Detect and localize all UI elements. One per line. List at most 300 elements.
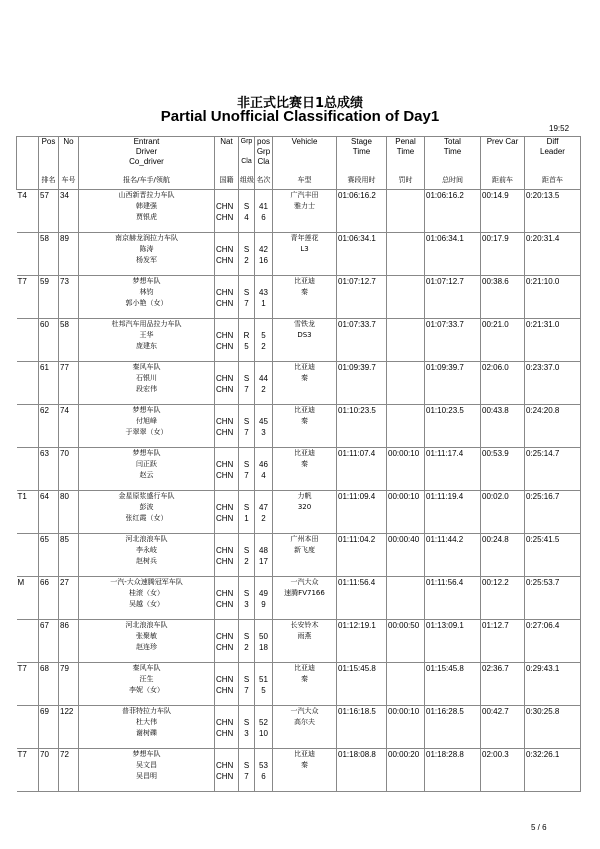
row-pos-pos: 60 xyxy=(40,320,49,329)
row-total-time-total: 01:10:23.5 xyxy=(426,406,464,415)
row-entrant-codriver: 吴昌明 xyxy=(136,772,157,780)
row-pos-grp-cla-pos-grp: 52 xyxy=(259,718,268,727)
results-body xyxy=(17,190,581,792)
table-row xyxy=(17,319,581,362)
row-diff-leader xyxy=(525,534,581,577)
page-title-en: Partial Unofficial Classification of Day1 xyxy=(160,108,440,125)
row-tag xyxy=(17,663,39,706)
row-grp-cla xyxy=(239,663,255,706)
row-entrant xyxy=(79,233,215,276)
row-pos-grp-cla xyxy=(255,190,273,233)
row-entrant-team: 秦风车队 xyxy=(132,664,161,672)
print-time: 19:52 xyxy=(549,124,570,133)
row-entrant-driver: 李永岐 xyxy=(136,546,157,554)
row-penal-time xyxy=(387,620,425,663)
row-no xyxy=(59,534,79,577)
row-pos-pos: 63 xyxy=(40,449,49,458)
row-nat xyxy=(215,706,239,749)
row-no xyxy=(59,749,79,792)
row-pos-grp-cla-pos-cla: 2 xyxy=(261,342,266,351)
row-diff-leader-diff: 0:25:53.7 xyxy=(526,578,560,587)
row-entrant-codriver: 赵树兵 xyxy=(136,557,157,565)
row-diff-leader-diff: 0:21:31.0 xyxy=(526,320,560,329)
table-row xyxy=(17,233,581,276)
row-penal-time xyxy=(387,276,425,319)
row-nat-nat2: CHN xyxy=(216,729,234,738)
row-pos-grp-cla-pos-cla: 2 xyxy=(261,514,266,523)
row-pos xyxy=(39,663,59,706)
row-diff-leader xyxy=(525,276,581,319)
row-grp-cla-grp: S xyxy=(243,417,250,426)
row-stage-time xyxy=(337,749,387,792)
row-diff-leader-diff: 0:23:37.0 xyxy=(526,363,560,372)
row-pos-grp-cla-pos-cla: 5 xyxy=(261,686,266,695)
row-nat-nat1: CHN xyxy=(216,331,234,340)
row-entrant-team: 河北浪浪车队 xyxy=(125,621,168,629)
row-nat xyxy=(215,448,239,491)
row-grp-cla-grp: S xyxy=(243,675,250,684)
row-pos-grp-cla xyxy=(255,620,273,663)
row-no xyxy=(59,620,79,663)
row-pos-pos: 65 xyxy=(40,535,49,544)
row-prev-car-prev: 00:43.8 xyxy=(482,406,509,415)
row-pos xyxy=(39,491,59,534)
row-grp-cla-grp: S xyxy=(243,632,250,641)
row-nat-nat1: CHN xyxy=(216,675,234,684)
header-prev-car: Prev Car xyxy=(481,137,525,176)
row-tag-tag: T1 xyxy=(17,492,27,501)
row-grp-cla-cla: 2 xyxy=(244,643,249,652)
row-nat-nat2: CHN xyxy=(216,299,234,308)
row-penal-time xyxy=(387,190,425,233)
row-penal-time-penal xyxy=(388,405,423,416)
row-grp-cla xyxy=(239,405,255,448)
row-entrant-team: 一汽-大众速腾冠军车队 xyxy=(110,578,183,586)
row-entrant-driver: 张聚敏 xyxy=(136,632,157,640)
row-prev-car-prev: 01:12.7 xyxy=(482,621,509,630)
row-nat xyxy=(215,491,239,534)
row-entrant-team: 普菲特拉力车队 xyxy=(122,707,171,715)
row-grp-cla-grp: S xyxy=(243,718,250,727)
row-vehicle-name: 一汽大众 速腾FV7166 xyxy=(284,578,325,597)
header-cn-tag xyxy=(17,175,39,190)
row-stage-time xyxy=(337,190,387,233)
row-entrant-driver: 彭波 xyxy=(139,503,154,511)
row-tag xyxy=(17,362,39,405)
row-pos-grp-cla-pos-grp: 50 xyxy=(259,632,268,641)
row-total-time-total: 01:13:09.1 xyxy=(426,621,464,630)
row-diff-leader xyxy=(525,448,581,491)
header-pos: Pos xyxy=(39,137,59,176)
row-no-no: 58 xyxy=(60,320,69,329)
row-vehicle-name: 比亚迪 秦 xyxy=(294,449,315,468)
row-entrant-codriver: 杨发军 xyxy=(136,256,157,264)
row-diff-leader xyxy=(525,577,581,620)
row-prev-car-prev: 00:38.6 xyxy=(482,277,509,286)
row-pos-grp-cla-pos-grp: 49 xyxy=(259,589,268,598)
row-vehicle-name: 比亚迪 秦 xyxy=(294,664,315,683)
row-entrant-team: 梦想车队 xyxy=(132,750,161,758)
row-grp-cla-cla: 7 xyxy=(244,686,249,695)
row-diff-leader xyxy=(525,749,581,792)
row-no xyxy=(59,190,79,233)
row-diff-leader-diff: 0:20:31.4 xyxy=(526,234,560,243)
row-vehicle xyxy=(273,706,337,749)
row-entrant-codriver: 赵连珍 xyxy=(136,643,157,651)
row-prev-car xyxy=(481,620,525,663)
row-no-no: 77 xyxy=(60,363,69,372)
header-nat: Nat xyxy=(215,137,239,176)
row-stage-time xyxy=(337,362,387,405)
row-total-time xyxy=(425,319,481,362)
row-prev-car xyxy=(481,749,525,792)
row-pos xyxy=(39,749,59,792)
row-pos xyxy=(39,319,59,362)
row-vehicle xyxy=(273,491,337,534)
row-diff-leader xyxy=(525,362,581,405)
row-pos-grp-cla-pos-grp: 42 xyxy=(259,245,268,254)
row-total-time xyxy=(425,749,481,792)
row-grp-cla-cla: 7 xyxy=(244,471,249,480)
row-entrant xyxy=(79,663,215,706)
row-prev-car-prev: 02:00.3 xyxy=(482,750,509,759)
row-penal-time xyxy=(387,491,425,534)
row-entrant-team: 梦想车队 xyxy=(132,449,161,457)
row-pos-grp-cla-pos-cla: 3 xyxy=(261,428,266,437)
row-entrant xyxy=(79,491,215,534)
row-penal-time-penal xyxy=(388,233,423,244)
row-entrant-driver: 韩建强 xyxy=(136,202,157,210)
table-row xyxy=(17,491,581,534)
row-nat-nat2: CHN xyxy=(216,428,234,437)
row-stage-time-stage: 01:11:56.4 xyxy=(338,578,376,587)
row-entrant xyxy=(79,190,215,233)
row-prev-car xyxy=(481,190,525,233)
row-diff-leader xyxy=(525,190,581,233)
table-row xyxy=(17,405,581,448)
header-row-cn xyxy=(17,175,581,190)
row-tag-tag xyxy=(18,362,38,373)
row-stage-time xyxy=(337,620,387,663)
row-penal-time xyxy=(387,448,425,491)
row-grp-cla-grp: R xyxy=(243,331,250,340)
row-tag-tag xyxy=(18,534,38,545)
row-grp-cla-grp: S xyxy=(243,374,250,383)
row-stage-time-stage: 01:11:07.4 xyxy=(338,449,376,458)
row-grp-cla xyxy=(239,190,255,233)
row-diff-leader-diff: 0:21:10.0 xyxy=(526,277,560,286)
row-grp-cla xyxy=(239,749,255,792)
row-entrant-codriver: 郭小艳（女） xyxy=(125,299,168,307)
row-tag xyxy=(17,233,39,276)
row-pos-grp-cla xyxy=(255,577,273,620)
row-nat-nat1: CHN xyxy=(216,460,234,469)
row-nat xyxy=(215,190,239,233)
row-entrant-team: 梦想车队 xyxy=(132,277,161,285)
row-tag xyxy=(17,491,39,534)
row-penal-time xyxy=(387,663,425,706)
row-total-time-total: 01:18:28.8 xyxy=(426,750,464,759)
row-entrant xyxy=(79,276,215,319)
row-tag-tag: T7 xyxy=(17,750,27,759)
row-total-time xyxy=(425,362,481,405)
row-pos xyxy=(39,276,59,319)
row-grp-cla-grp: S xyxy=(243,288,250,297)
row-prev-car-prev: 00:53.9 xyxy=(482,449,509,458)
row-penal-time-penal xyxy=(388,577,423,588)
row-prev-car-prev: 00:14.9 xyxy=(482,191,509,200)
row-tag-tag: T4 xyxy=(17,191,27,200)
row-pos-grp-cla-pos-cla: 18 xyxy=(259,643,268,652)
row-pos-pos: 62 xyxy=(40,406,49,415)
row-pos xyxy=(39,362,59,405)
row-prev-car xyxy=(481,319,525,362)
row-vehicle-name: 比亚迪 秦 xyxy=(294,406,315,425)
row-entrant-driver: 吴文昌 xyxy=(136,761,157,769)
row-grp-cla-grp: S xyxy=(243,460,250,469)
row-vehicle-name: 长安铃木 雨燕 xyxy=(290,621,319,640)
row-pos-grp-cla-pos-cla: 16 xyxy=(259,256,268,265)
row-diff-leader-diff: 0:20:13.5 xyxy=(526,191,560,200)
row-entrant-codriver: 张红霞（女） xyxy=(125,514,168,522)
row-vehicle xyxy=(273,448,337,491)
table-row xyxy=(17,362,581,405)
row-grp-cla-cla: 7 xyxy=(244,772,249,781)
row-tag xyxy=(17,749,39,792)
row-nat-nat1: CHN xyxy=(216,503,234,512)
row-entrant-driver: 闫正跃 xyxy=(136,460,157,468)
row-entrant-driver: 桂滚（女） xyxy=(129,589,164,597)
row-stage-time xyxy=(337,534,387,577)
row-pos-grp-cla-pos-grp: 53 xyxy=(259,761,268,770)
row-tag xyxy=(17,448,39,491)
page-number: 5 / 6 xyxy=(531,823,547,832)
row-no xyxy=(59,362,79,405)
row-no xyxy=(59,233,79,276)
row-grp-cla-grp: S xyxy=(243,202,250,211)
row-grp-cla-cla: 7 xyxy=(244,299,249,308)
row-pos-grp-cla-pos-cla: 4 xyxy=(261,471,266,480)
row-penal-time xyxy=(387,534,425,577)
row-tag xyxy=(17,534,39,577)
row-penal-time-penal: 00:00:10 xyxy=(388,449,420,458)
row-grp-cla xyxy=(239,362,255,405)
row-vehicle-name: 一汽大众 高尔夫 xyxy=(290,707,319,726)
row-nat-nat1: CHN xyxy=(216,546,234,555)
row-pos xyxy=(39,620,59,663)
row-no xyxy=(59,405,79,448)
row-pos xyxy=(39,448,59,491)
row-vehicle-name: 青年莲花 L3 xyxy=(290,234,319,253)
row-pos-pos: 66 xyxy=(40,578,49,587)
row-no xyxy=(59,319,79,362)
row-vehicle-name: 比亚迪 秦 xyxy=(294,363,315,382)
row-entrant xyxy=(79,749,215,792)
row-total-time xyxy=(425,276,481,319)
row-total-time-total: 01:15:45.8 xyxy=(426,664,464,673)
header-cn-pos: 排名 xyxy=(39,175,59,190)
row-pos-grp-cla-pos-cla: 10 xyxy=(259,729,268,738)
row-diff-leader xyxy=(525,706,581,749)
row-entrant-driver: 林钧 xyxy=(139,288,154,296)
row-no xyxy=(59,276,79,319)
row-diff-leader xyxy=(525,491,581,534)
row-nat-nat2: CHN xyxy=(216,600,234,609)
row-total-time xyxy=(425,405,481,448)
row-vehicle xyxy=(273,534,337,577)
header-cn-entrant: 报名/车手/领航 xyxy=(79,175,215,190)
row-entrant-team: 梦想车队 xyxy=(132,406,161,414)
header-no: No xyxy=(59,137,79,176)
row-pos-pos: 58 xyxy=(40,234,49,243)
row-entrant-team: 南京赫龙润拉力车队 xyxy=(115,234,178,242)
row-pos-grp-cla-pos-grp: 44 xyxy=(259,374,268,383)
row-prev-car xyxy=(481,233,525,276)
row-pos xyxy=(39,190,59,233)
row-grp-cla-cla: 7 xyxy=(244,428,249,437)
row-pos-grp-cla xyxy=(255,448,273,491)
row-tag-tag xyxy=(18,620,38,631)
row-nat-nat1: CHN xyxy=(216,288,234,297)
row-nat-nat1: CHN xyxy=(216,417,234,426)
row-pos-grp-cla-pos-grp: 47 xyxy=(259,503,268,512)
row-vehicle-name: 雪铁龙 DS3 xyxy=(294,320,315,339)
row-prev-car-prev: 02:06.0 xyxy=(482,363,509,372)
row-no-no: 74 xyxy=(60,406,69,415)
row-prev-car xyxy=(481,577,525,620)
row-prev-car-prev: 00:12.2 xyxy=(482,578,509,587)
row-prev-car xyxy=(481,663,525,706)
row-entrant-codriver: 庞建东 xyxy=(136,342,157,350)
row-stage-time-stage: 01:10:23.5 xyxy=(338,406,376,415)
row-penal-time-penal: 00:00:20 xyxy=(388,750,420,759)
row-penal-time-penal xyxy=(388,319,423,330)
header-grp: Grp xyxy=(240,138,253,145)
row-entrant-team: 河北浪浪车队 xyxy=(125,535,168,543)
header-cn-prev-car: 距前车 xyxy=(481,175,525,190)
header-cn-nat: 国籍 xyxy=(215,175,239,190)
classification-table xyxy=(16,136,581,792)
row-grp-cla-cla: 2 xyxy=(244,256,249,265)
row-total-time xyxy=(425,620,481,663)
row-grp-cla xyxy=(239,448,255,491)
table-row xyxy=(17,706,581,749)
row-pos xyxy=(39,534,59,577)
row-tag-tag xyxy=(18,319,38,330)
row-pos-grp-cla-pos-grp: 41 xyxy=(259,202,268,211)
row-nat-nat1: CHN xyxy=(216,374,234,383)
row-grp-cla-grp: S xyxy=(243,546,250,555)
row-entrant-codriver: 谢树礫 xyxy=(136,729,157,737)
row-total-time-total: 01:07:33.7 xyxy=(426,320,464,329)
row-nat-nat2: CHN xyxy=(216,643,234,652)
row-stage-time xyxy=(337,319,387,362)
header-cn-penal-time: 罚时 xyxy=(387,175,425,190)
row-pos-pos: 61 xyxy=(40,363,49,372)
row-nat-nat1: CHN xyxy=(216,718,234,727)
row-total-time xyxy=(425,534,481,577)
row-stage-time-stage: 01:06:34.1 xyxy=(338,234,376,243)
row-vehicle-name: 广州本田 新飞度 xyxy=(290,535,319,554)
row-diff-leader xyxy=(525,405,581,448)
row-entrant xyxy=(79,448,215,491)
row-pos-grp-cla xyxy=(255,706,273,749)
row-prev-car xyxy=(481,405,525,448)
row-nat-nat1: CHN xyxy=(216,202,234,211)
row-grp-cla-cla: 3 xyxy=(244,729,249,738)
row-pos-pos: 70 xyxy=(40,750,49,759)
row-total-time-total: 01:06:16.2 xyxy=(426,191,464,200)
row-penal-time-penal xyxy=(388,663,423,674)
header-row-en xyxy=(17,137,581,176)
row-pos-grp-cla-pos-cla: 2 xyxy=(261,385,266,394)
row-diff-leader xyxy=(525,233,581,276)
row-grp-cla xyxy=(239,620,255,663)
row-prev-car xyxy=(481,362,525,405)
row-prev-car-prev: 00:02.0 xyxy=(482,492,509,501)
row-pos-grp-cla xyxy=(255,749,273,792)
row-tag-tag: T7 xyxy=(17,277,27,286)
row-prev-car xyxy=(481,448,525,491)
table-row xyxy=(17,620,581,663)
row-no-no: 86 xyxy=(60,621,69,630)
row-diff-leader xyxy=(525,319,581,362)
row-entrant-codriver: 于翠翠（女） xyxy=(125,428,168,436)
row-entrant-codriver: 李妮（女） xyxy=(129,686,164,694)
row-penal-time-penal: 00:00:10 xyxy=(388,707,420,716)
row-prev-car xyxy=(481,706,525,749)
row-entrant xyxy=(79,362,215,405)
row-vehicle-name: 比亚迪 秦 xyxy=(294,277,315,296)
row-no-no: 89 xyxy=(60,234,69,243)
row-penal-time-penal xyxy=(388,190,423,201)
row-vehicle xyxy=(273,749,337,792)
row-nat-nat1: CHN xyxy=(216,245,234,254)
row-penal-time xyxy=(387,362,425,405)
row-no-no: 70 xyxy=(60,449,69,458)
row-vehicle-name: 比亚迪 秦 xyxy=(294,750,315,769)
header-tag xyxy=(17,137,39,176)
table-row xyxy=(17,190,581,233)
row-pos-grp-cla xyxy=(255,319,273,362)
row-vehicle xyxy=(273,620,337,663)
row-vehicle xyxy=(273,319,337,362)
row-tag-tag: M xyxy=(17,578,25,587)
row-prev-car xyxy=(481,491,525,534)
row-pos-pos: 64 xyxy=(40,492,49,501)
row-pos-grp-cla xyxy=(255,534,273,577)
row-pos-grp-cla-pos-grp: 48 xyxy=(259,546,268,555)
table-row xyxy=(17,276,581,319)
row-prev-car xyxy=(481,276,525,319)
row-tag xyxy=(17,620,39,663)
row-penal-time xyxy=(387,749,425,792)
row-entrant-team: 秦风车队 xyxy=(132,363,161,371)
header-cn-diff-leader: 距首车 xyxy=(525,175,581,190)
row-penal-time xyxy=(387,319,425,362)
row-total-time xyxy=(425,663,481,706)
row-entrant-codriver: 段宏伟 xyxy=(136,385,157,393)
row-tag xyxy=(17,706,39,749)
row-tag-tag xyxy=(18,706,38,717)
row-pos-grp-cla xyxy=(255,276,273,319)
row-pos-grp-cla xyxy=(255,663,273,706)
row-nat xyxy=(215,749,239,792)
row-stage-time-stage: 01:09:39.7 xyxy=(338,363,376,372)
row-nat xyxy=(215,620,239,663)
row-stage-time-stage: 01:12:19.1 xyxy=(338,621,376,630)
row-entrant-driver: 石银川 xyxy=(136,374,157,382)
